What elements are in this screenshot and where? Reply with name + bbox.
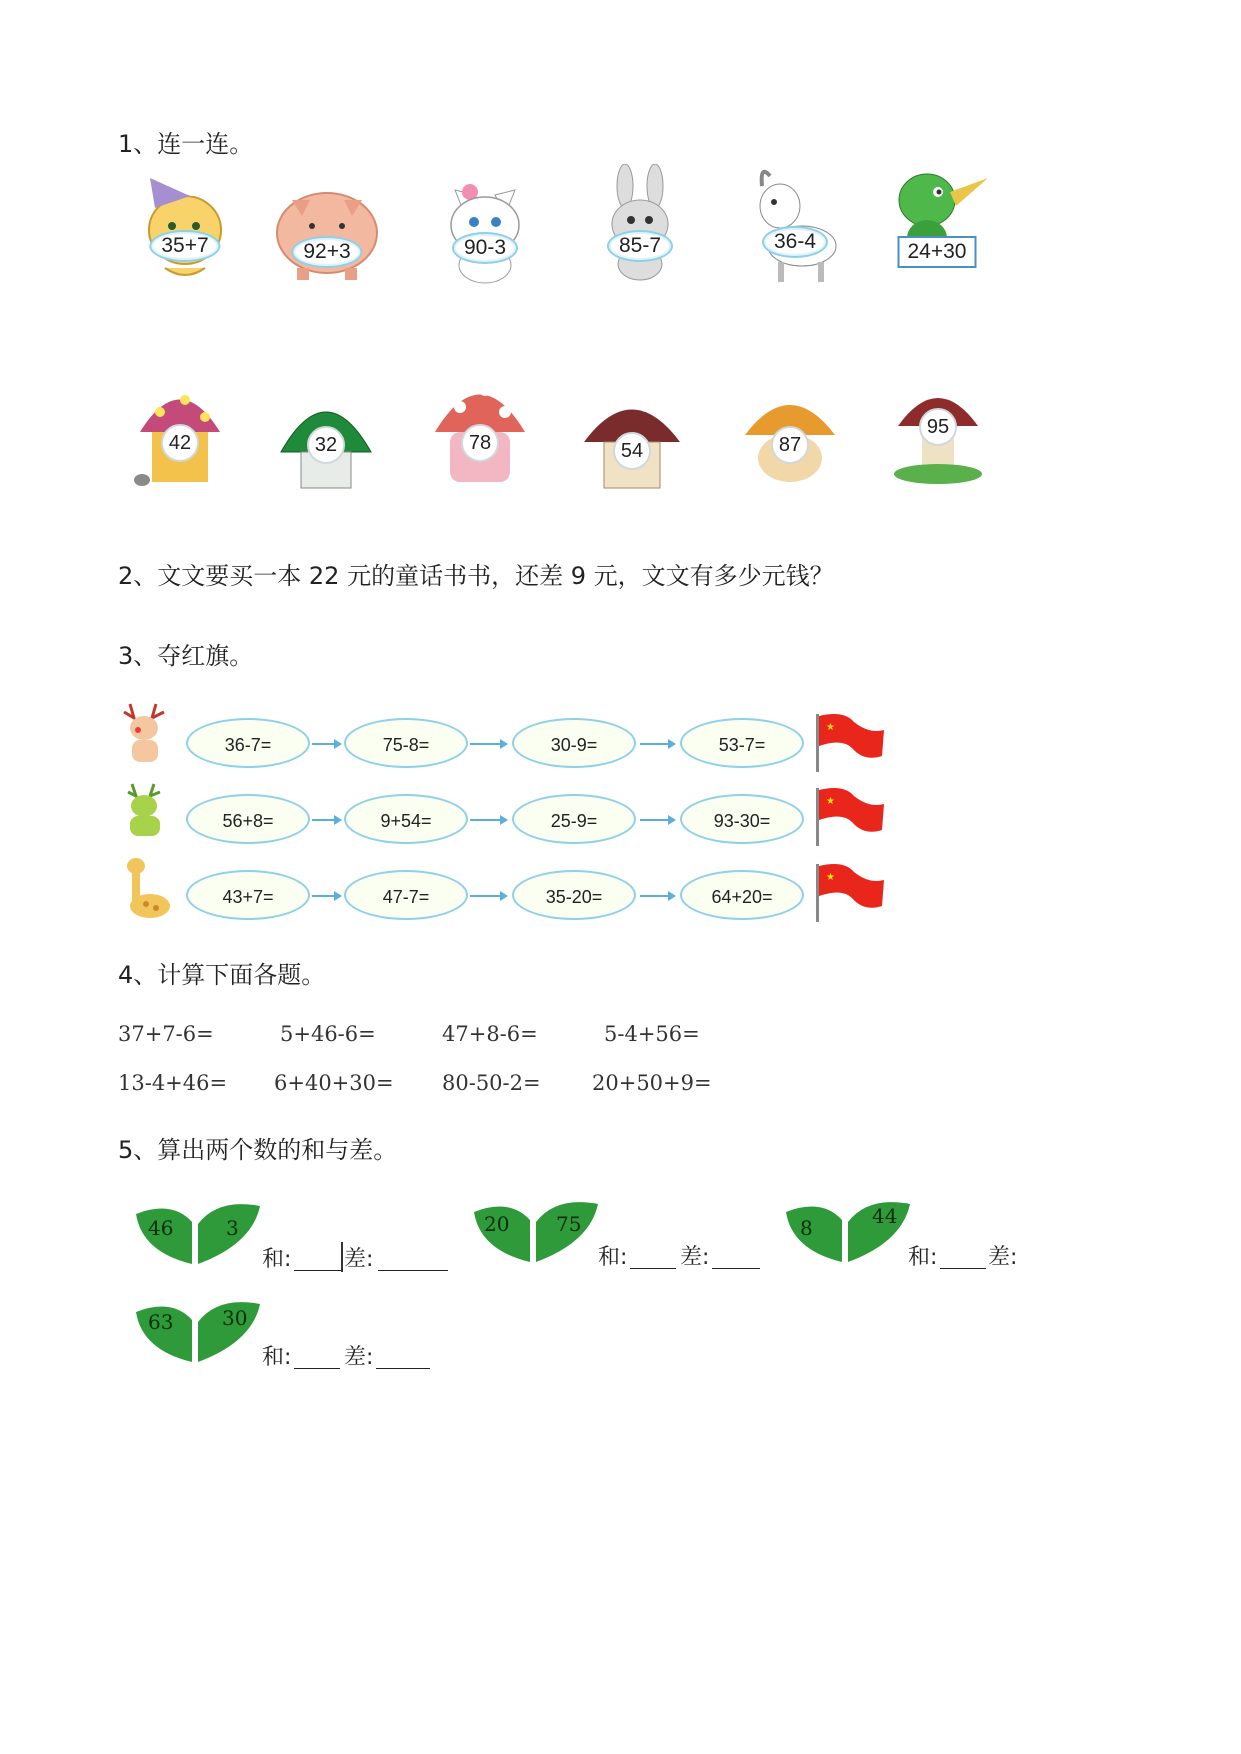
house-brown[interactable] (582, 382, 682, 502)
house-num-87: 87 (771, 426, 809, 464)
diff-label: 差: (680, 1245, 710, 1270)
bird-card[interactable] (882, 160, 992, 280)
diff-label: 差: (344, 1247, 374, 1272)
race-3-step-3: 35-20= (512, 870, 636, 920)
red-flag-icon (814, 712, 886, 774)
house-num-42: 42 (161, 424, 199, 462)
red-flag-icon (814, 786, 886, 848)
race-2-step-2: 9+54= (344, 794, 468, 844)
race-arrow (312, 819, 340, 821)
sum-blank[interactable] (294, 1270, 342, 1271)
svg-text:★: ★ (826, 872, 835, 883)
race-3-step-2: 47-7= (344, 870, 468, 920)
house-brown-mushroom[interactable] (888, 378, 988, 498)
race-2-step-1: 56+8= (186, 794, 310, 844)
race-3-step-4: 64+20= (680, 870, 804, 920)
kitten-expr: 90-3 (452, 232, 518, 264)
race-arrow (640, 743, 674, 745)
red-flag-icon (814, 862, 886, 924)
sum-label: 和: (908, 1245, 938, 1270)
calc-1-1: 37+7-6= (118, 1022, 214, 1046)
race-arrow (640, 819, 674, 821)
sum-blank[interactable] (630, 1268, 676, 1269)
q3-title: 3、夺红旗。 (118, 642, 254, 670)
race-1-step-2: 75-8= (344, 718, 468, 768)
race-3-step-1: 43+7= (186, 870, 310, 920)
q5-title: 5、算出两个数的和与差。 (118, 1136, 398, 1164)
bird-expr: 24+30 (898, 236, 977, 268)
goat-expr: 36-4 (762, 226, 828, 258)
calc-2-4: 20+50+9= (592, 1071, 712, 1095)
diff-blank[interactable] (712, 1268, 760, 1269)
leaf-number-b: 3 (226, 1216, 239, 1240)
sum-blank[interactable] (294, 1368, 340, 1369)
house-yellow-mushroom[interactable] (130, 372, 230, 492)
race-2-step-4: 93-30= (680, 794, 804, 844)
race-arrow (470, 895, 506, 897)
giraffe-icon (120, 856, 174, 926)
sum-label: 和: (598, 1245, 628, 1270)
leaf-number-a: 46 (148, 1216, 174, 1240)
reindeer-icon (116, 700, 172, 770)
calc-1-3: 47+8-6= (442, 1022, 538, 1046)
house-num-78: 78 (461, 424, 499, 462)
house-green[interactable] (276, 382, 376, 502)
svg-text:★: ★ (826, 722, 835, 733)
diff-label: 差: (988, 1245, 1018, 1270)
q2-title: 2、文文要买一本 22 元的童话书书，还差 9 元，文文有多少元钱？ (118, 562, 834, 590)
pig-expr: 92+3 (291, 236, 362, 268)
diff-label: 差: (344, 1345, 374, 1370)
race-1-step-4: 53-7= (680, 718, 804, 768)
sum-label: 和: (262, 1247, 292, 1272)
calc-2-2: 6+40+30= (274, 1071, 394, 1095)
race-arrow (640, 895, 674, 897)
house-num-54: 54 (613, 432, 651, 470)
kitten-icon (430, 170, 540, 285)
cat-icon (130, 168, 240, 288)
rabbit-expr: 85-7 (607, 230, 673, 262)
leaf-number-a: 63 (148, 1310, 174, 1334)
race-arrow (312, 743, 340, 745)
leaf-number-b: 30 (222, 1306, 248, 1330)
diff-blank[interactable] (376, 1368, 430, 1369)
q1-title: 1、连一连。 (118, 130, 254, 158)
rabbit-icon (585, 164, 695, 284)
diff-blank[interactable] (378, 1270, 448, 1271)
svg-text:★: ★ (826, 796, 835, 807)
leaf-number-b: 75 (556, 1212, 582, 1236)
kitten-card[interactable] (430, 170, 540, 290)
goat-card[interactable] (740, 166, 850, 286)
race-arrow (470, 743, 506, 745)
calc-1-4: 5-4+56= (604, 1022, 700, 1046)
cat-expr: 35+7 (149, 230, 220, 262)
house-red-mushroom[interactable] (430, 362, 530, 482)
race-2-step-3: 25-9= (512, 794, 636, 844)
calc-2-3: 80-50-2= (442, 1071, 541, 1095)
race-arrow (312, 895, 340, 897)
race-arrow (470, 819, 506, 821)
house-num-32: 32 (307, 426, 345, 464)
rabbit-card[interactable] (585, 164, 695, 284)
house-num-95: 95 (919, 408, 957, 446)
sum-label: 和: (262, 1345, 292, 1370)
calc-2-1: 13-4+46= (118, 1071, 228, 1095)
calc-1-2: 5+46-6= (280, 1022, 376, 1046)
q4-title: 4、计算下面各题。 (118, 961, 326, 989)
race-1-step-3: 30-9= (512, 718, 636, 768)
house-orange-mushroom[interactable] (740, 380, 840, 500)
text-cursor (341, 1242, 343, 1272)
leaf-number-a: 20 (484, 1212, 510, 1236)
leaf-number-a: 8 (800, 1216, 813, 1240)
leaf-number-b: 44 (872, 1204, 898, 1228)
race-1-step-1: 36-7= (186, 718, 310, 768)
pig-card[interactable] (272, 178, 382, 298)
cat-card[interactable] (130, 168, 240, 288)
sum-blank[interactable] (940, 1268, 986, 1269)
green-deer-icon (116, 780, 172, 846)
pig-icon (272, 178, 382, 288)
